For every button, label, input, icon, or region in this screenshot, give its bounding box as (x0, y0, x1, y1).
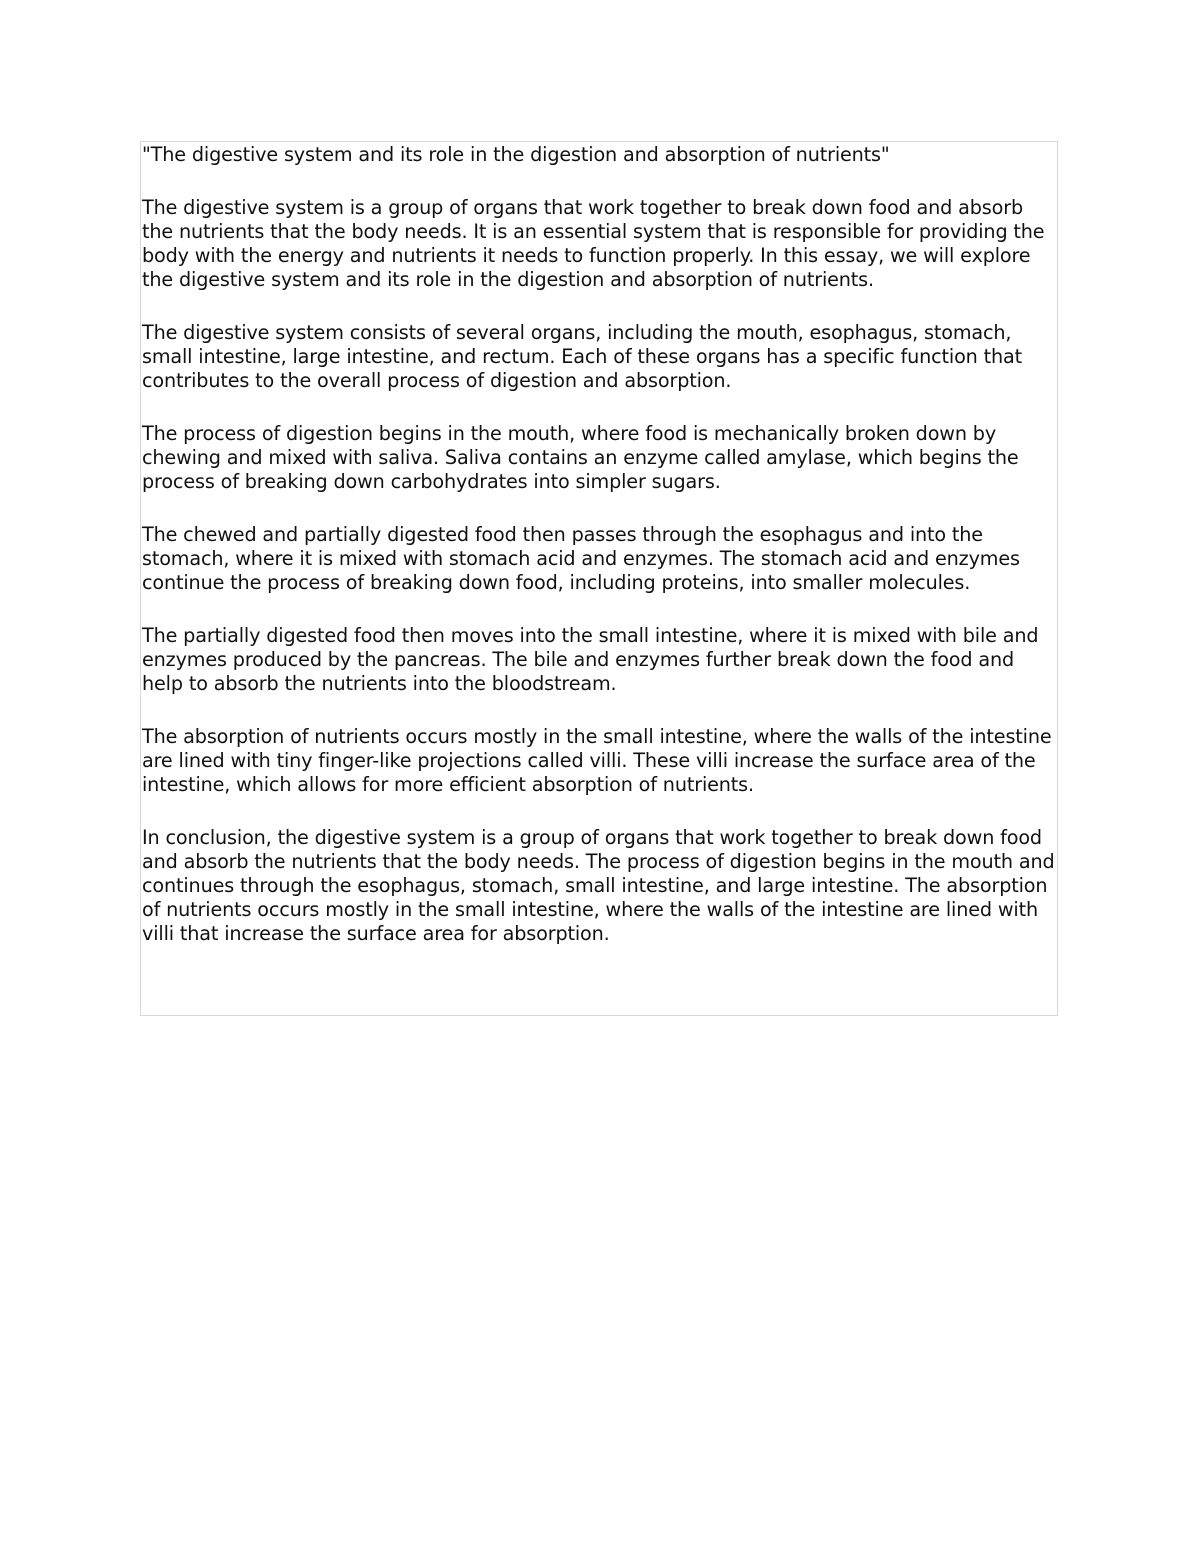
essay-paragraph-5: The partially digested food then moves into the small intestine, where it is mixed with bile and enzymes produced by the pancreas. The bile and enzymes further break down the food and help to absorb the nutrients into the bloodstream. (142, 624, 1039, 695)
essay-paragraph-2: The digestive system consists of several organs, including the mouth, esophagus, stomach, small intestine, large intestine, and rectum. Each of these organs has a specific function that contributes to the overall process of digestion and absorption. (142, 321, 1023, 392)
essay-title: "The digestive system and its role in the digestion and absorption of nutrients" (142, 143, 890, 166)
essay-paragraph-1: The digestive system is a group of organs that work together to break down food and absorb the nutrients that the body needs. It is an essential system that is responsible for providing the body with the energy and nutrients it needs to function properly. In this essay, we will explore the digestive system and its role in the digestion and absorption of nutrients. (142, 196, 1045, 291)
essay-paragraph-3: The process of digestion begins in the mouth, where food is mechanically broken down by chewing and mixed with saliva. Saliva contains an enzyme called amylase, which begins the process of breaking down carbohydrates into simpler sugars. (142, 422, 1019, 493)
essay-paragraph-7: In conclusion, the digestive system is a group of organs that work together to break down food and absorb the nutrients that the body needs. The process of digestion begins in the mouth and continues through the esophagus, stomach, small intestine, and large intestine. The absorption of nutrients occurs mostly in the small intestine, where the walls of the intestine are lined with villi that increase the surface area for absorption. (142, 826, 1055, 945)
essay-paragraph-4: The chewed and partially digested food then passes through the esophagus and into the stomach, where it is mixed with stomach acid and enzymes. The stomach acid and enzymes continue the process of breaking down food, including proteins, into smaller molecules. (142, 523, 1020, 594)
essay-paragraph-6: The absorption of nutrients occurs mostly in the small intestine, where the walls of the intestine are lined with tiny finger-like projections called villi. These villi increase the surface area of the intestine, which allows for more efficient absorption of nutrients. (142, 725, 1052, 796)
essay-text-box (140, 141, 1058, 1016)
